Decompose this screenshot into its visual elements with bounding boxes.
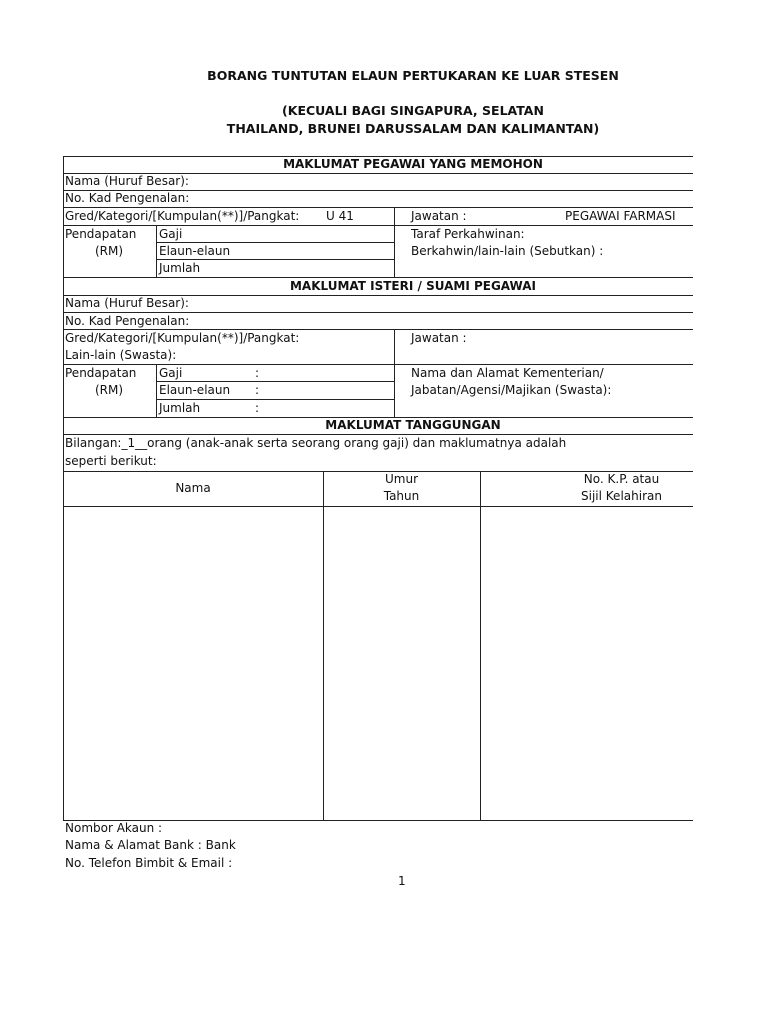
applicant-position-value: PEGAWAI FARMASI [565,209,676,223]
spouse-name-label: Nama (Huruf Besar): [65,296,189,310]
applicant-allowance-label: Elaun-elaun [159,244,231,258]
spouse-salary-label: Gaji [159,366,183,380]
applicant-position-label: Jawatan : [411,209,467,223]
table-line [156,225,157,277]
spouse-allowance-colon: : [255,383,260,397]
table-line [63,506,693,507]
spouse-employer-label-2: Jabatan/Agensi/Majikan (Swasta): [411,383,612,397]
bank-name-label: Nama & Alamat Bank : Bank [65,838,236,852]
spouse-allowance-label: Elaun-elaun [159,383,231,397]
applicant-income-label: Pendapatan [65,227,137,241]
table-line [480,471,481,820]
phone-email-label: No. Telefon Bimbit & Email : [65,856,233,870]
dependents-count-prefix: Bilangan: [65,436,122,450]
section-heading-dependents: MAKLUMAT TANGGUNGAN [325,418,501,432]
dependents-col-id-1: No. K.P. atau [583,472,660,486]
dependents-col-age-1: Umur [384,472,418,486]
spouse-total-colon: : [255,401,260,415]
applicant-income-unit: (RM) [95,244,124,258]
form-subtitle-line1: (KECUALI BAGI SINGAPURA, SELATAN [282,103,544,118]
table-line [394,207,395,277]
account-number-label: Nombor Akaun : [65,821,163,835]
spouse-income-unit: (RM) [95,383,124,397]
spouse-position-label: Jawatan : [411,331,467,345]
spouse-salary-colon: : [255,366,260,380]
table-line [394,329,395,417]
dependents-count-suffix: orang (anak-anak serta seorang orang gaji) dan maklumatnya adalah [147,436,567,450]
dependents-count-line [65,435,566,451]
dependents-col-name: Nama [175,481,211,495]
page-number: 1 [398,874,406,888]
spouse-grade-label: Gred/Kategori/[Kumpulan(**)]/Pangkat: [65,331,300,345]
applicant-marital-options: Berkahwin/lain-lain (Sebutkan) : [411,244,604,258]
spouse-income-label: Pendapatan [65,366,137,380]
dependents-col-id-2: Sijil Kelahiran [581,489,662,503]
applicant-ic-label: No. Kad Pengenalan: [65,191,190,205]
spouse-employer-label-1: Nama dan Alamat Kementerian/ [411,366,604,380]
applicant-grade-value: U 41 [326,209,354,223]
spouse-ic-label: No. Kad Pengenalan: [65,314,190,328]
form-title: BORANG TUNTUTAN ELAUN PERTUKARAN KE LUAR STESEN [207,68,619,83]
applicant-grade-label: Gred/Kategori/[Kumpulan(**)]/Pangkat: [65,209,300,223]
table-line [323,471,324,820]
applicant-total-label: Jumlah [159,261,201,275]
form-subtitle-line2: THAILAND, BRUNEI DARUSSALAM DAN KALIMANTAN) [226,121,600,136]
applicant-salary-label: Gaji [159,227,183,241]
spouse-other-label: Lain-lain (Swasta): [65,348,177,362]
applicant-marital-label: Taraf Perkahwinan: [411,227,525,241]
dependents-col-age-2: Tahun [383,489,420,503]
section-heading-applicant: MAKLUMAT PEGAWAI YANG MEMOHON [283,157,543,171]
table-line [156,364,157,417]
table-line [63,225,693,226]
spouse-total-label: Jumlah [159,401,201,415]
dependents-count-value: _1__ [121,436,148,450]
section-heading-spouse: MAKLUMAT ISTERI / SUAMI PEGAWAI [289,279,536,293]
dependents-count-suffix-2: seperti berikut: [65,454,157,468]
applicant-name-label: Nama (Huruf Besar): [65,174,189,188]
